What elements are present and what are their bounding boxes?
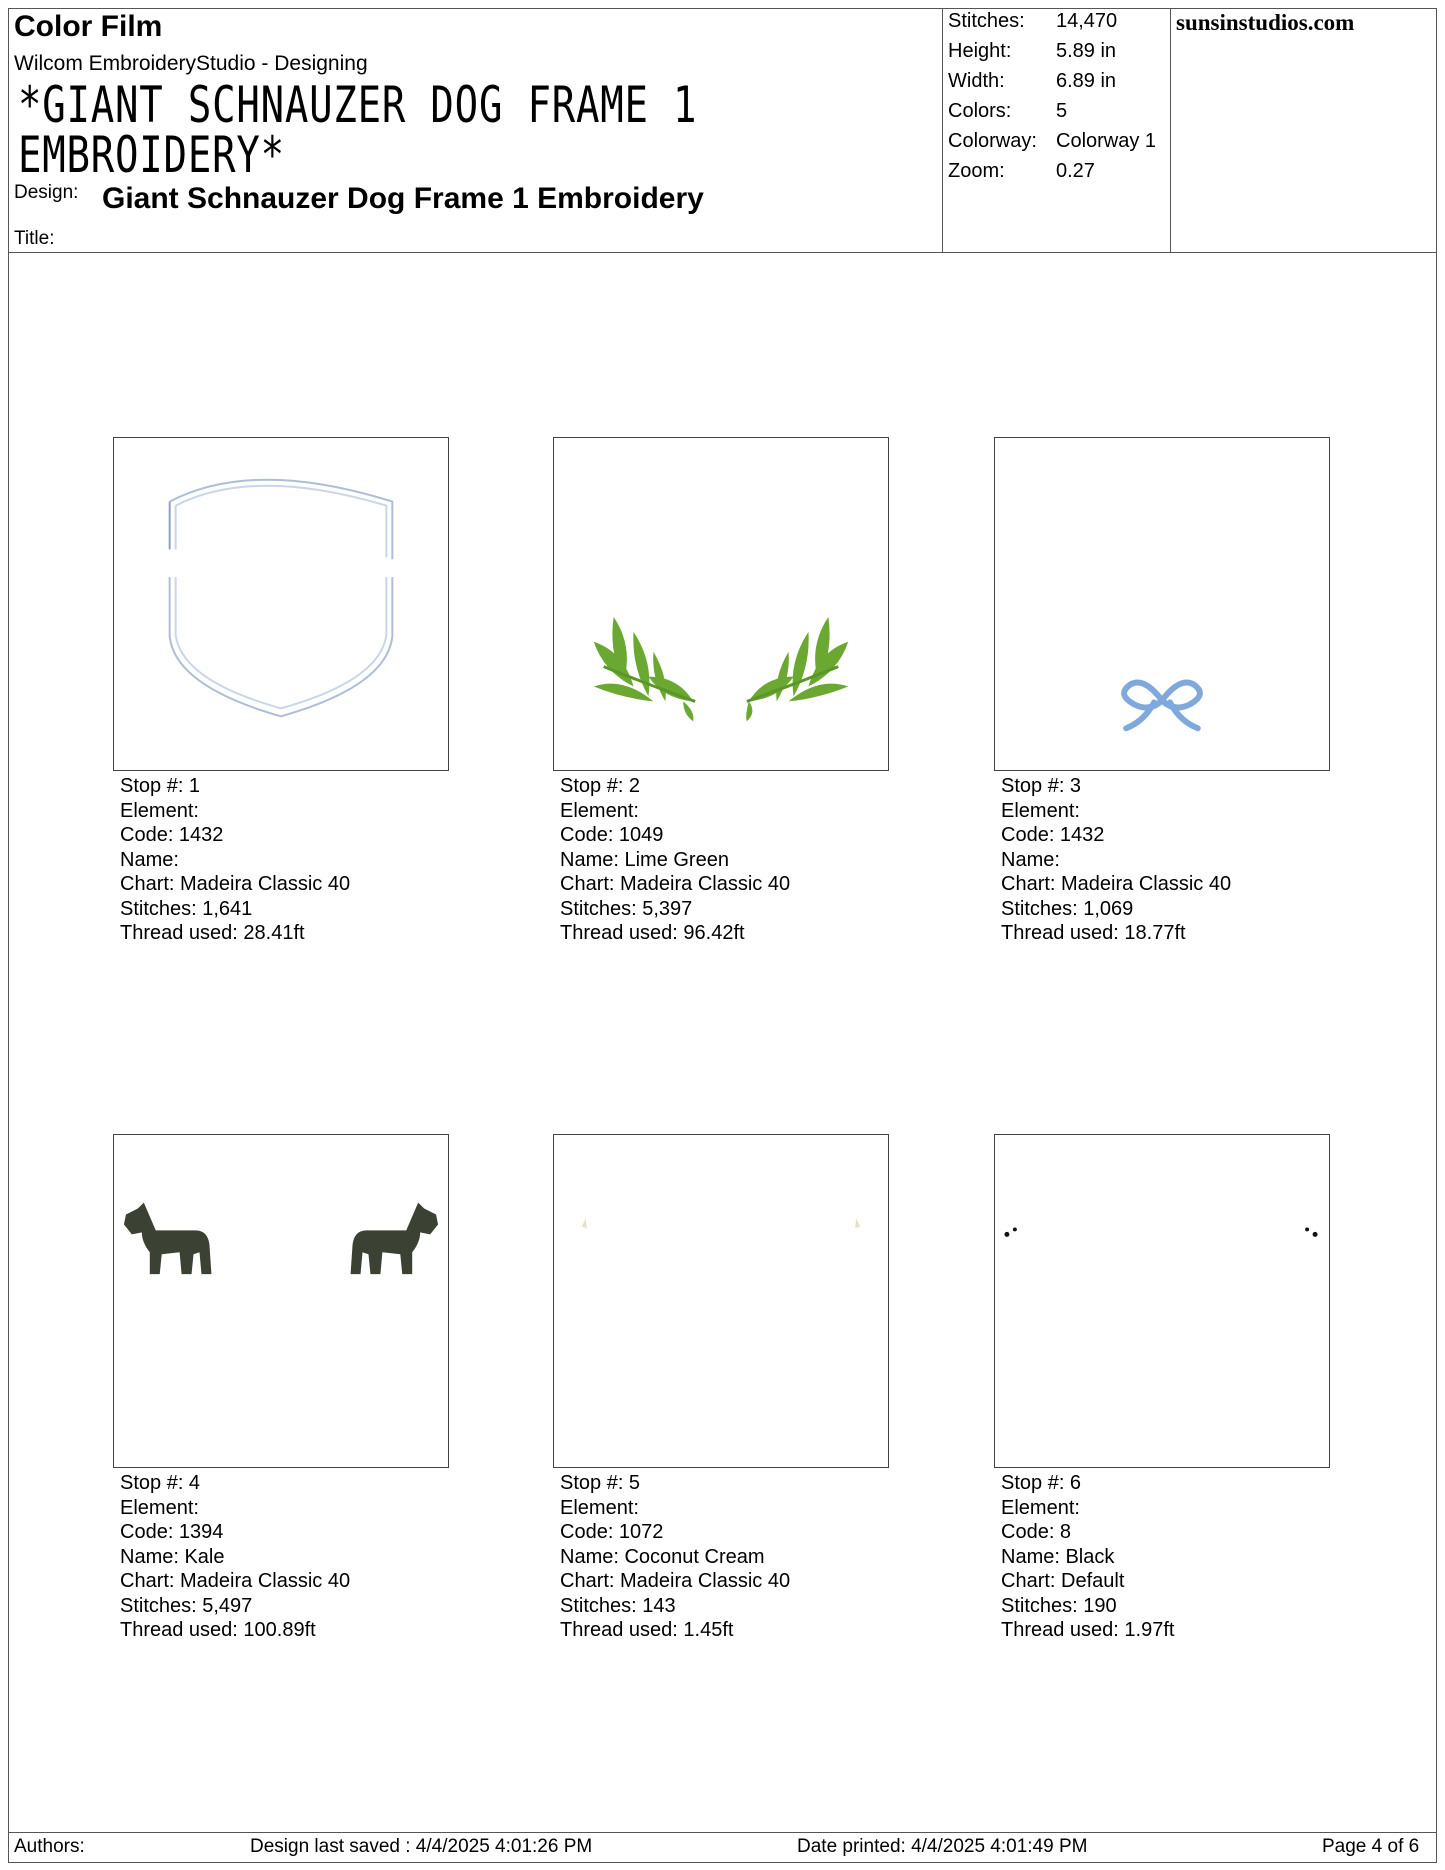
stop-thread-name: Name: Lime Green [560,848,729,871]
stop-code: Code: 1072 [560,1521,664,1543]
stop-3-info [1001,774,1231,946]
stat-colors-label: Colors: [948,100,1012,122]
stop-chart: Chart: Madeira Classic 40 [1001,873,1232,895]
stop-number: Stop #: 5 [560,1472,641,1494]
stop-number: Stop #: 2 [560,775,641,797]
stat-zoom-label: Zoom: [948,160,1005,182]
stat-height-value: 5.89 in [1056,40,1117,62]
stop-code: Code: 1432 [1001,824,1105,846]
stat-colorway-value: Colorway 1 [1056,130,1157,152]
stop-chart: Chart: Madeira Classic 40 [560,1570,791,1592]
design-big-name [18,76,698,184]
footer-authors: Authors: [14,1836,85,1857]
app-name: Wilcom EmbroideryStudio - Designing [14,52,368,75]
stop-element: Element: [120,1496,199,1519]
stat-width-label: Width: [948,70,1005,92]
stat-colorway-label: Colorway: [948,130,1037,152]
stop-chart: Chart: Madeira Classic 40 [560,873,791,895]
footer-date-printed: Date printed: 4/4/2025 4:01:49 PM [797,1836,1088,1857]
stop-number: Stop #: 4 [120,1472,201,1494]
stop-stitches: Stitches: 5,497 [120,1594,253,1617]
schnauzer-silhouette-icon [114,1135,448,1467]
design-big-name-line2: EMBROIDERY* [18,126,285,184]
stop-thread-name: Name: [1001,848,1060,871]
design-big-name-line1: *GIANT SCHNAUZER DOG FRAME 1 [18,76,698,134]
design-value: Giant Schnauzer Dog Frame 1 Embroidery [102,182,704,215]
stat-zoom-value: 0.27 [1056,160,1095,182]
stop-5-info [560,1471,790,1643]
design-label: Design: [14,182,79,203]
stop-stitches: Stitches: 1,641 [120,897,253,920]
cream-marks-icon [554,1135,888,1467]
stop-6-info [1001,1471,1174,1643]
laurel-leaves-icon [554,438,888,770]
stop-thread-name: Name: Kale [120,1545,225,1568]
footer-last-saved: Design last saved : 4/4/2025 4:01:26 PM [250,1836,593,1857]
stats-divider-right [1170,8,1171,253]
stop-chart: Chart: Madeira Classic 40 [120,873,351,895]
stop-stitches: Stitches: 5,397 [560,897,693,920]
stop-thread-used: Thread used: 96.42ft [560,922,745,944]
ribbon-bow-icon [995,438,1329,770]
stat-colors-value: 5 [1056,100,1068,122]
stop-2-preview [553,437,889,771]
footer-divider [8,1832,1437,1833]
stop-thread-used: Thread used: 1.45ft [560,1619,734,1641]
stop-thread-used: Thread used: 1.97ft [1001,1619,1175,1641]
stop-element: Element: [560,799,639,822]
eye-dots-icon [995,1135,1329,1467]
stop-1-info [120,774,350,946]
stop-stitches: Stitches: 1,069 [1001,897,1134,920]
stop-code: Code: 8 [1001,1521,1072,1543]
film-title: Color Film [14,10,163,43]
stop-thread-used: Thread used: 100.89ft [120,1619,316,1641]
stop-element: Element: [1001,799,1080,822]
stop-thread-name: Name: Black [1001,1545,1115,1568]
stop-1-preview [113,437,449,771]
stop-number: Stop #: 1 [120,775,201,797]
site-name: sunsinstudios.com [1176,10,1355,35]
stat-width-value: 6.89 in [1056,70,1117,92]
stat-height-label: Height: [948,40,1012,62]
stop-number: Stop #: 6 [1001,1472,1082,1494]
header-divider [8,252,1437,253]
footer-page-number: Page 4 of 6 [1322,1836,1420,1857]
stop-6-preview [994,1134,1330,1468]
stats-divider-left [942,8,943,253]
shield-outline-icon [114,438,448,770]
stop-stitches: Stitches: 143 [560,1594,676,1617]
stop-3-preview [994,437,1330,771]
stop-chart: Chart: Madeira Classic 40 [120,1570,351,1592]
title-label: Title: [14,228,55,249]
stop-5-preview [553,1134,889,1468]
stop-thread-name: Name: Coconut Cream [560,1545,765,1568]
stop-code: Code: 1432 [120,824,224,846]
stop-element: Element: [560,1496,639,1519]
stop-thread-used: Thread used: 18.77ft [1001,922,1186,944]
stop-element: Element: [120,799,199,822]
stop-chart: Chart: Default [1001,1570,1125,1592]
stop-thread-used: Thread used: 28.41ft [120,922,305,944]
stop-element: Element: [1001,1496,1080,1519]
stop-code: Code: 1049 [560,824,664,846]
stop-4-info [120,1471,350,1643]
stat-stitches-label: Stitches: [948,10,1025,32]
stop-stitches: Stitches: 190 [1001,1594,1117,1617]
stop-2-info [560,774,790,946]
stop-4-preview [113,1134,449,1468]
stop-number: Stop #: 3 [1001,775,1082,797]
stop-code: Code: 1394 [120,1521,224,1543]
stop-thread-name: Name: [120,848,179,871]
stat-stitches-value: 14,470 [1056,10,1118,32]
